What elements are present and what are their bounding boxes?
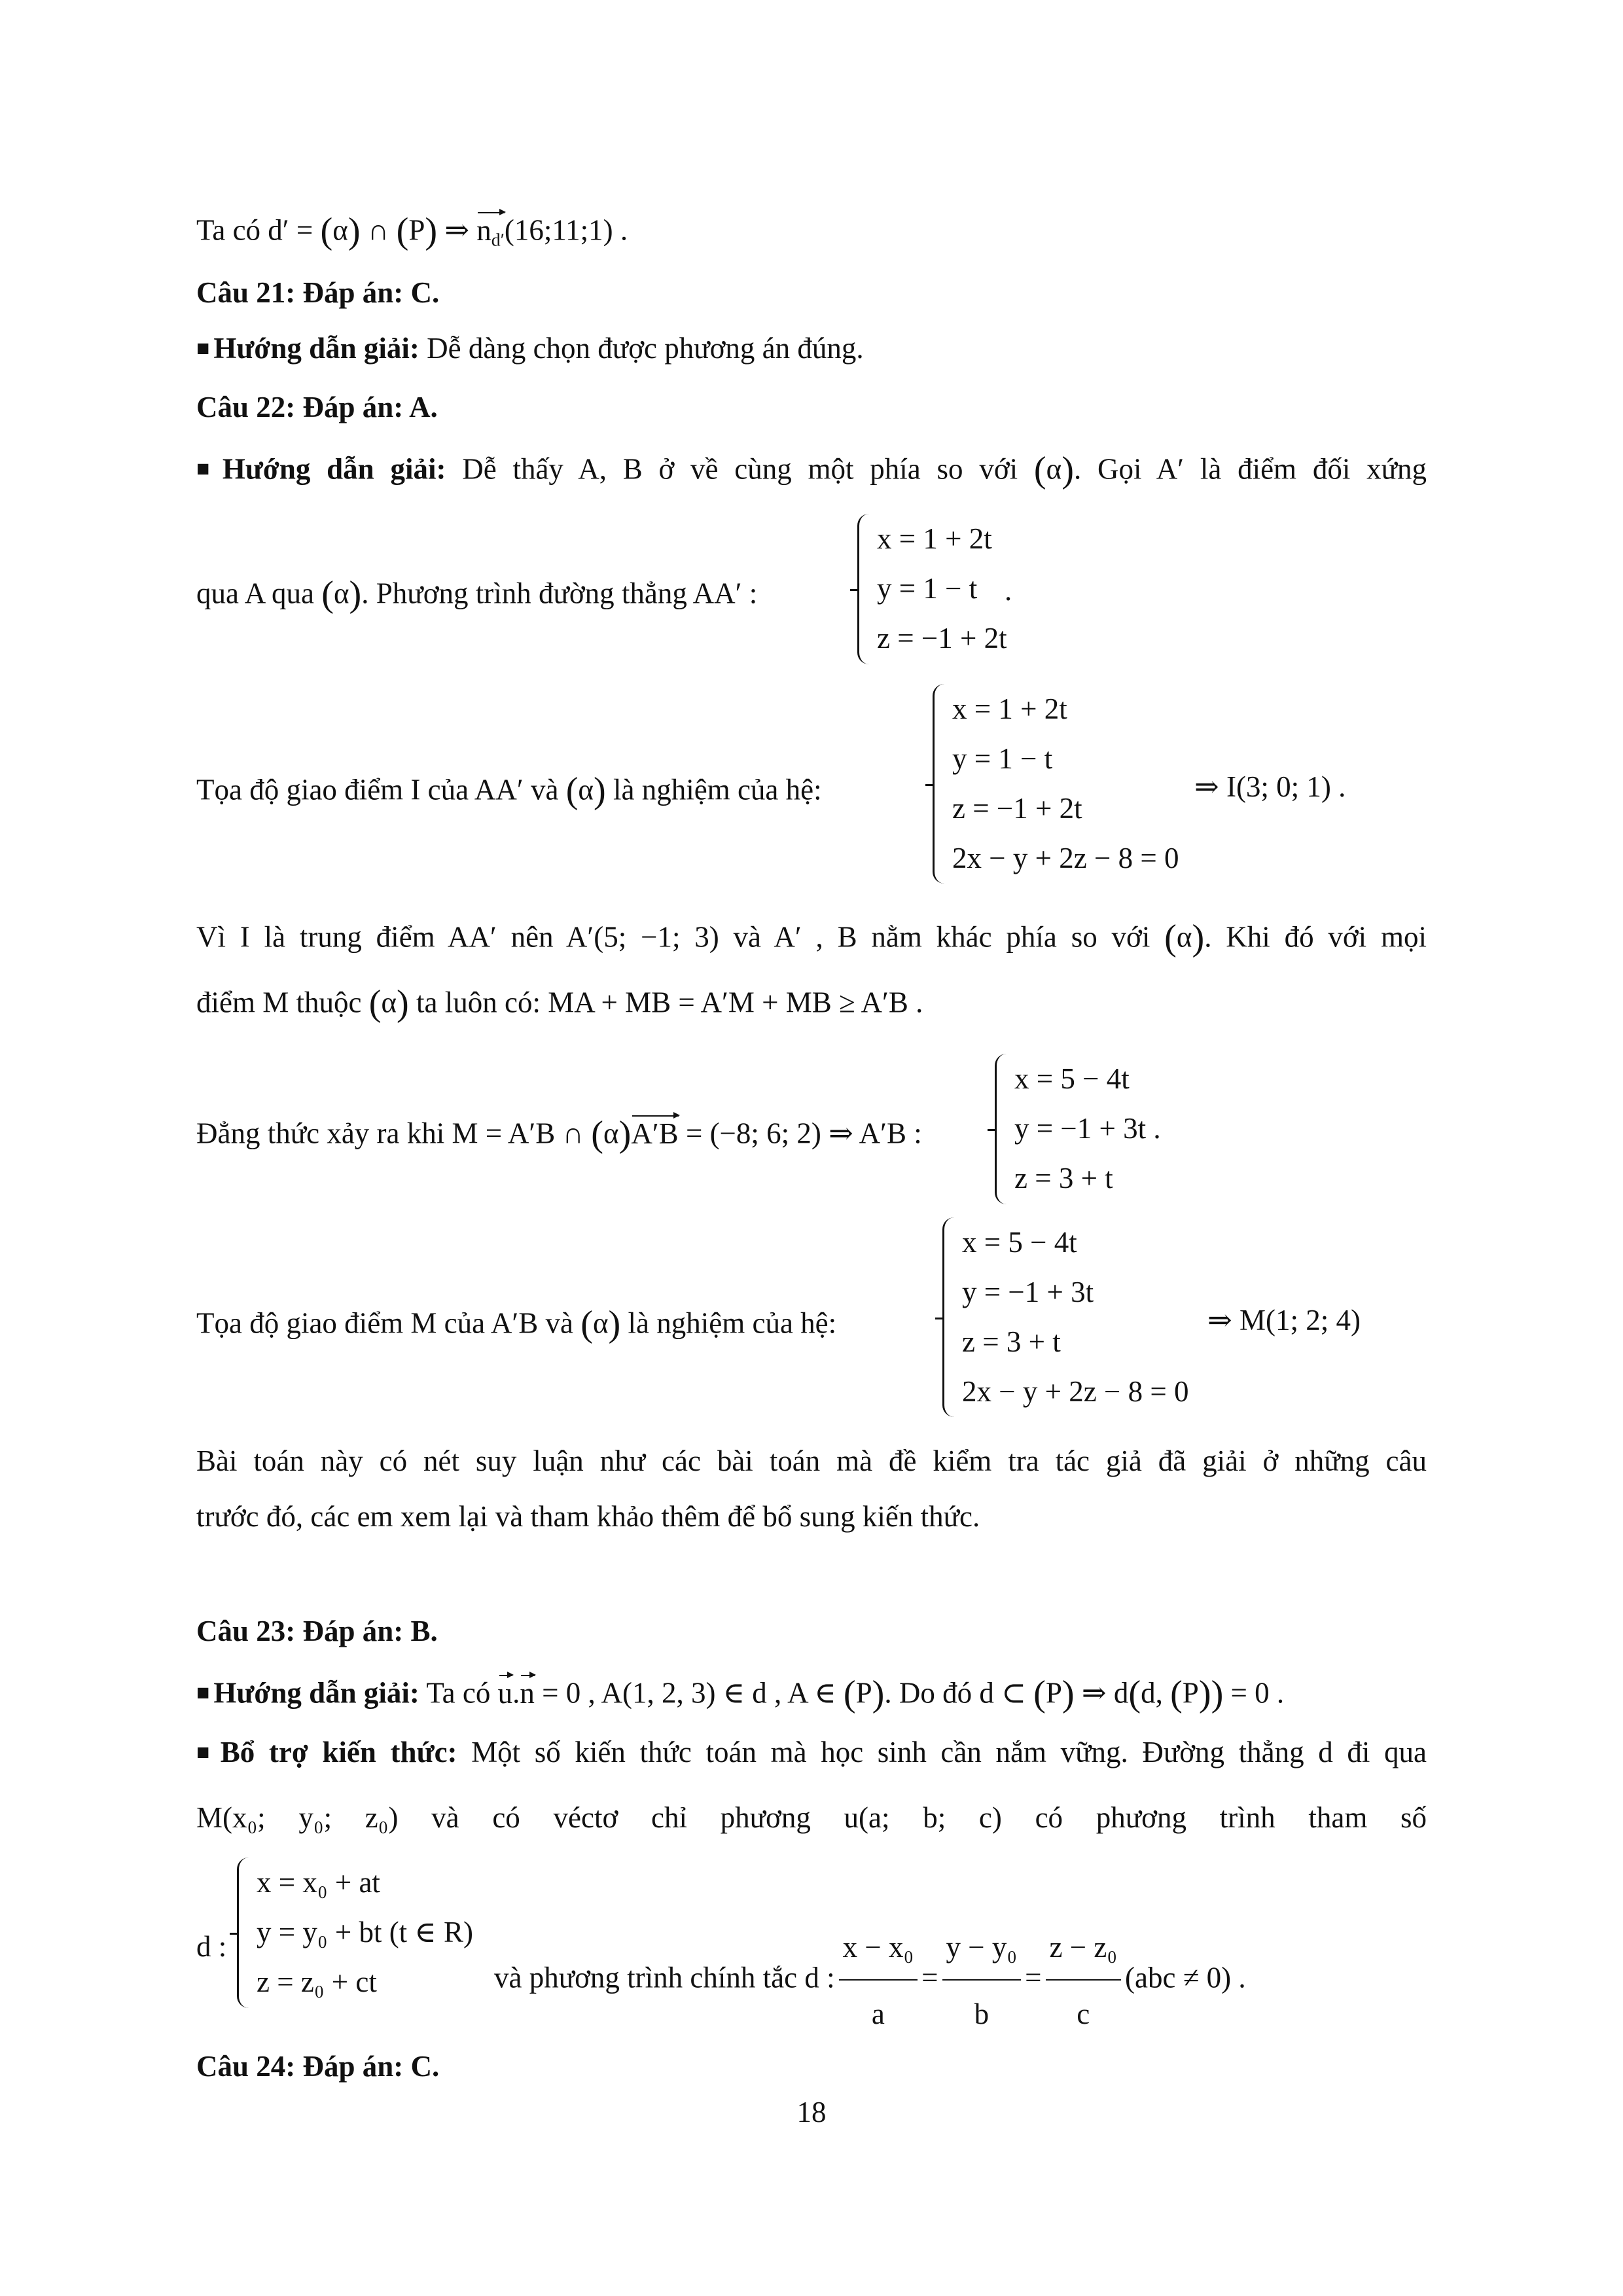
text-equality: Đẳng thức xảy ra khi M = A′B ∩ [196,1117,592,1150]
text-midpoint-end: . Khi đó với mọi [1204,920,1427,954]
paren-open: ( [591,1114,604,1155]
q22-hint [196,452,1427,488]
brace [995,1054,1011,1204]
paren-close: ) [349,574,362,615]
word: và [431,1801,459,1834]
paren-close: ) [397,983,409,1024]
fraction-denominator: c [1077,1998,1090,2030]
system-rows [1014,1054,1161,1203]
fraction-numerator: x − x₀ [839,1918,918,1981]
system-rows [962,1217,1189,1416]
system-row: 2x − y + 2z − 8 = 0 [962,1375,1189,1408]
math-dot: . [512,1676,520,1710]
vector-u: u [497,1676,513,1710]
system-row: x = x₀ + at [257,1866,380,1899]
system-row: y = 1 − t [952,742,1053,775]
paren-open: ( [1128,1674,1141,1714]
paren-open: ( [580,1304,593,1344]
hint-text: = 0 . [1223,1676,1285,1710]
vector-a-prime-b: A′B [631,1117,679,1150]
fraction-z [1046,1918,1122,2043]
param-label: d : [196,1930,227,1963]
hint-text: d, [1141,1676,1171,1710]
paren-close: ) [608,1304,621,1344]
vector-n-letter: n [476,213,491,247]
system-row: y = −1 + 3t [962,1276,1094,1308]
brace [237,1857,253,2008]
math-alpha: α [578,773,594,806]
system-param [237,1857,473,2008]
paren-close: ) [425,211,438,251]
system-a-prime-b [995,1054,1161,1204]
q22-heading: Câu 22: Đáp án: A. [196,391,438,423]
hint-text: Ta có [419,1676,498,1710]
system-row: x = 1 + 2t [877,522,992,555]
support-label: Bổ trợ kiến thức: [220,1736,457,1768]
math-plane-p: P [855,1676,872,1710]
system-row: y = −1 + 3t . [1014,1112,1161,1145]
hint-label: Hướng dẫn giải: [222,452,446,486]
math-alpha: α [1176,920,1192,954]
word: tham [1308,1801,1368,1834]
q23-heading: Câu 23: Đáp án: B. [196,1615,438,1647]
vector-n-subscript: d′ [491,229,505,250]
word: phương [720,1801,811,1834]
result-m: ⇒ M(1; 2; 4) [1207,1304,1361,1336]
word: phương [1096,1801,1186,1834]
q21-heading: Câu 21: Đáp án: C. [196,276,440,309]
hint-text: . Do đó d ⊂ [884,1676,1034,1710]
q22-note-line-1: Bài toán này có nét suy luận như các bài toán mà đề kiểm tra tác giả đã giải ở những câu [196,1444,1427,1477]
q22-equality [196,1116,922,1153]
brace [857,514,874,664]
fraction-denominator: a [871,1998,885,2030]
vector-n: n [520,1676,535,1710]
math-plane-p: P [408,213,425,247]
math-alpha: α [381,986,397,1019]
hint-text: Dễ dàng chọn được phương án đúng. [419,332,864,365]
math-alpha: α [592,1306,609,1340]
equals-sign: = [921,1961,938,1994]
brace [942,1217,959,1417]
system-row: z = −1 + 2t [952,792,1082,825]
word: trình [1219,1801,1275,1834]
result-i: ⇒ I(3; 0; 1) . [1194,770,1346,803]
system-row: x = 1 + 2t [952,692,1067,725]
paren-open: ( [1164,918,1177,958]
system-row: z = 3 + t [1014,1162,1113,1194]
system-row: z = 3 + t [962,1325,1061,1358]
fraction-x [839,1918,918,2043]
brace [933,684,949,884]
q22-point-m [196,985,923,1022]
support-text: Một số kiến thức toán mà học sinh cần nắm vững. Đường thẳng d đi qua [457,1736,1427,1768]
paren-close: ) [618,1114,632,1155]
system-row: y = 1 − t [877,572,978,605]
q24-heading: Câu 24: Đáp án: C. [196,2050,440,2083]
text-canonical: và phương trình chính tắc d : [494,1961,835,1994]
system-row: y = y₀ + bt (t ∈ R) [257,1916,473,1948]
math-plane-p: P [1045,1676,1062,1710]
system-row: z = z₀ + ct [257,1965,377,1998]
hint-text: Dễ thấy A, B ở về cùng một phía so với [446,452,1034,486]
word: véctơ [553,1801,618,1834]
fraction-numerator: y − y₀ [942,1918,1022,1981]
q23-m-line [196,1803,1427,1833]
math-alpha: α [1046,452,1062,486]
bullet-square-icon: ■ [196,336,210,361]
fraction-numerator: z − z₀ [1046,1918,1122,1981]
fraction-denominator: b [974,1998,990,2030]
q23-hint [196,1676,1284,1712]
system-rows [952,684,1179,883]
hint-label: Hướng dẫn giải: [213,332,419,365]
page-number: 18 [796,2096,827,2128]
paren-close: ) [872,1674,885,1714]
system-rows [877,514,1007,663]
word: u(a; b; c) [844,1801,1002,1834]
system-aa-prime [857,514,1007,664]
bullet-square-icon: ■ [196,1681,210,1706]
bullet-square-icon: ■ [196,457,219,482]
math-alpha: α [603,1117,619,1150]
text-canonical-tail: (abc ≠ 0) . [1125,1961,1246,1994]
system-row: z = −1 + 2t [877,622,1007,655]
paren-close: ) [1061,450,1074,490]
word: số [1400,1801,1427,1834]
paren-close: ) [348,211,361,251]
paren-open: ( [368,983,382,1024]
fraction-y [942,1918,1022,2043]
q22-intersect-m [196,1306,836,1342]
paren-open: ( [1033,1674,1046,1714]
math-cap: ∩ [360,213,397,247]
system-row: 2x − y + 2z − 8 = 0 [952,842,1179,874]
paren-close: ) [594,770,606,811]
bullet-square-icon: ■ [196,1740,217,1765]
paren-close: ) [1211,1674,1224,1714]
text-equality-tail: = (−8; 6; 2) ⇒ A′B : [678,1117,922,1150]
paren-open: ( [320,211,333,251]
paren-close: ) [1192,918,1205,958]
paren-close: ) [1198,1674,1211,1714]
word: M(x₀; y₀; z₀) [196,1801,399,1834]
system-m [942,1217,1189,1417]
hint-text: . Gọi A′ là điểm đối xứng [1073,452,1427,486]
hint-label: Hướng dẫn giải: [213,1676,419,1710]
text-intersect: Tọa độ giao điểm M của A′B và [196,1306,581,1340]
text-inequality: ta luôn có: MA + MB = A′M + MB ≥ A′B . [408,986,923,1019]
q23-support [196,1738,1427,1767]
system-i [933,684,1179,884]
paren-open: ( [1170,1674,1183,1714]
vector-n [476,213,505,250]
q22-midpoint [196,920,1427,956]
paren-open: ( [1033,450,1046,490]
text-midpoint: Vì I là trung điểm AA′ nên A′(5; −1; 3) và A′ , B nằm khác phía so với [196,920,1165,954]
math-d-prime: d′ = [268,213,321,247]
text-solution: là nghiệm của hệ: [605,773,822,806]
text-qua: qua A qua [196,577,322,610]
text-intersect: Tọa độ giao điểm I của AA′ và [196,773,566,806]
word: chỉ [651,1801,687,1834]
math-plane-p: P [1182,1676,1199,1710]
math-vector-coords: (16;11;1) . [504,213,628,247]
hint-text: = 0 , A(1, 2, 3) ∈ d , A ∈ [534,1676,844,1710]
q21-hint [196,334,864,363]
word: có [1035,1801,1063,1834]
hint-text: ⇒ d [1074,1676,1129,1710]
math-alpha: α [332,213,348,247]
system-rows [257,1857,473,2007]
text-ta-co: Ta có [196,213,268,247]
paren-close: ) [1061,1674,1075,1714]
math-alpha: α [333,577,349,610]
text-line-eq: . Phương trình đường thẳng AA′ : [361,577,758,610]
system-row: x = 5 − 4t [1014,1062,1130,1095]
canonical-equation [494,1918,1246,2043]
equals-sign: = [1025,1961,1042,1994]
q22-note-line-2: trước đó, các em xem lại và tham khảo thêm để bổ sung kiến thức. [196,1500,980,1533]
text-solution: là nghiệm của hệ: [620,1306,837,1340]
q22-intersect-i [196,772,822,809]
system-row: x = 5 − 4t [962,1226,1077,1259]
text-point-m: điểm M thuộc [196,986,369,1019]
system-dot: . [1005,574,1012,607]
q22-line-aa [196,576,757,613]
math-implies: ⇒ [437,213,477,247]
line-normal-vector [196,213,628,249]
paren-open: ( [843,1674,856,1714]
paren-open: ( [565,770,579,811]
paren-open: ( [321,574,334,615]
word: có [492,1801,520,1834]
paren-open: ( [396,211,409,251]
